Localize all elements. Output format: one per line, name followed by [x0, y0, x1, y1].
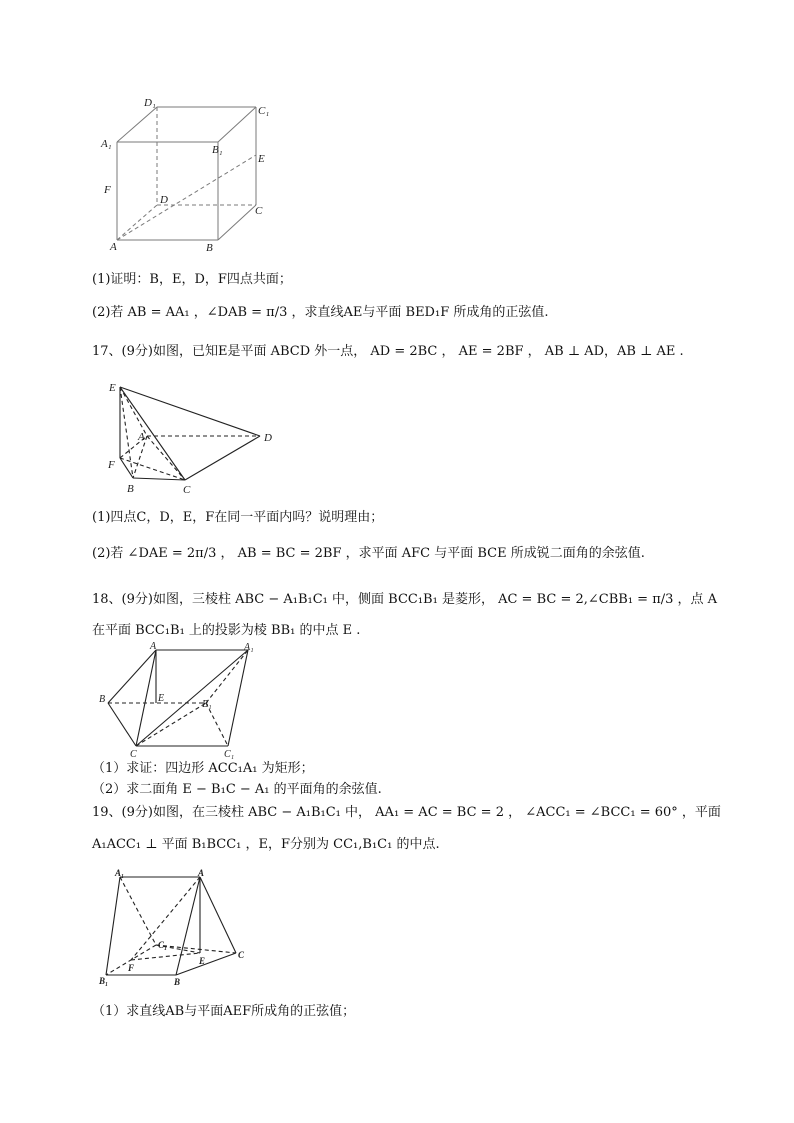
q18-part2: （2）求二面角 E − B₁C − A₁ 的平面角的余弦值. — [92, 782, 382, 797]
q19-stem-line1: 19、(9分)如图，在三棱柱 ABC − A₁B₁C₁ 中， AA₁ = AC = BC = 2 ， ∠ACC₁ = ∠BCC₁ = 60° ，平面 — [92, 805, 721, 820]
q18-stem-line1: 18、(9分)如图，三棱柱 ABC − A₁B₁C₁ 中，侧面 BCC₁B₁ 是菱形， AC = BC = 2,∠CBB₁ = π/3 ，点 A — [92, 592, 718, 607]
label-c: C — [130, 749, 137, 760]
q16-part1: (1)证明：B，E，D，F四点共面； — [92, 272, 292, 287]
q17-stem: 17、(9分)如图，已知E是平面 ABCD 外一点， AD = 2BC ， AE = 2BF ， AB ⊥ AD，AB ⊥ AE . — [92, 344, 684, 359]
prism19-diagram — [98, 868, 248, 990]
label-a1: A₁ — [115, 868, 125, 878]
label-b: B — [174, 977, 181, 987]
prism18-diagram — [98, 640, 263, 760]
label-c: C — [238, 950, 245, 960]
q17-part1: (1)四点C，D，E，F在同一平面内吗？说明理由； — [92, 510, 384, 525]
edge-b-c — [176, 953, 236, 975]
edge-a1-d1 — [117, 107, 157, 142]
q19-stem-line2: A₁ACC₁ ⊥ 平面 B₁BCC₁ ，E，F分别为 CC₁,B₁C₁ 的中点. — [92, 837, 440, 852]
cube-diagram — [100, 92, 280, 252]
label-b: B — [206, 242, 213, 254]
edge-b-c — [108, 703, 136, 746]
label-d1: D₁ — [144, 97, 156, 109]
segment-a-e — [117, 155, 256, 240]
label-d: D — [264, 432, 272, 444]
label-f: F — [104, 184, 111, 196]
label-e: E — [109, 382, 116, 394]
label-a: A — [138, 431, 145, 443]
q18-part1: （1）求证：四边形 ACC₁A₁ 为矩形； — [92, 761, 314, 776]
edge-a-b — [176, 877, 200, 975]
pyramid-diagram — [105, 380, 280, 498]
q17-part2: (2)若 ∠DAE = 2π/3 ， AB = BC = 2BF ，求平面 AFC 与平面 BCE 所成锐二面角的余弦值. — [92, 546, 645, 561]
label-b1: B₁ — [202, 699, 212, 710]
edge-b-c — [133, 478, 185, 480]
edge-a-d — [117, 205, 157, 240]
label-b1: B₁ — [212, 144, 223, 156]
label-a: A — [110, 241, 117, 253]
edge-c1-c — [156, 945, 236, 953]
label-e: E — [199, 956, 206, 966]
label-b: B — [99, 694, 106, 705]
label-a1: A₁ — [244, 642, 254, 653]
label-a: A — [198, 868, 205, 878]
edge-c-d — [185, 436, 260, 480]
edge-a-c — [147, 436, 185, 480]
label-c1: C₁ — [158, 940, 168, 950]
edge-e-d — [120, 387, 260, 436]
edge-f-b — [120, 458, 133, 478]
label-c: C — [255, 205, 263, 217]
label-e: E — [158, 693, 165, 704]
label-f: F — [128, 963, 135, 973]
edge-b-c — [218, 205, 256, 240]
edge-e-b — [120, 387, 133, 478]
edge-a1-b1 — [106, 877, 120, 975]
label-b: B — [127, 483, 134, 495]
label-e: E — [258, 153, 265, 165]
label-c1: C₁ — [258, 105, 270, 117]
label-d: D — [160, 194, 168, 206]
pyramid-figure — [105, 380, 280, 498]
edge-a1-c1 — [120, 877, 156, 945]
label-f: F — [108, 459, 115, 471]
q19-part1: （1）求直线AB与平面AEF所成角的正弦值； — [92, 1004, 356, 1019]
label-c1: C₁ — [224, 749, 235, 760]
prism18-figure — [98, 640, 263, 760]
q18-stem-line2: 在平面 BCC₁B₁ 上的投影为棱 BB₁ 的中点 E . — [92, 623, 361, 638]
segment-c-b1 — [136, 703, 206, 746]
edge-b1-c1 — [218, 107, 256, 142]
edge-b1-a1 — [206, 650, 248, 703]
q16-part2: (2)若 AB = AA₁ ，∠DAB = π/3 ，求直线AE与平面 BED₁F 所成角的正弦值. — [92, 305, 549, 320]
edge-b-a — [108, 650, 156, 703]
label-b1: B₁ — [99, 976, 109, 986]
label-a1: A₁ — [101, 138, 112, 150]
label-a: A — [150, 641, 157, 652]
label-c: C — [183, 484, 191, 496]
edge-e-c — [120, 387, 185, 480]
cube-figure — [100, 92, 280, 252]
edge-a-c — [200, 877, 236, 953]
prism19-figure — [98, 868, 248, 990]
